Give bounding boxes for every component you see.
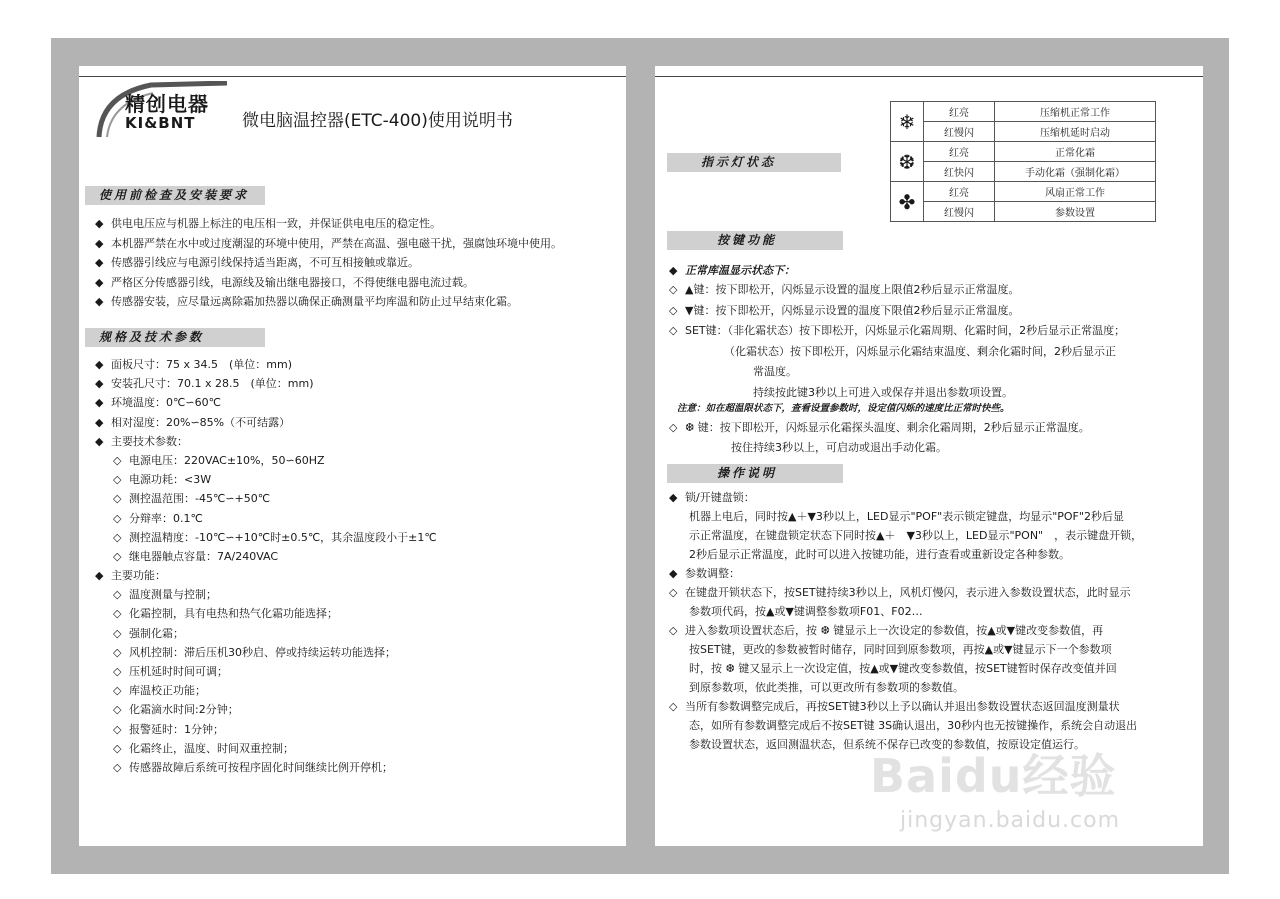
key-heading: ◆ 正常库温显示状态下： (669, 264, 795, 277)
list-item: 报警延时：1分钟； (129, 722, 224, 736)
table-row: 红慢闪 参数设置 (891, 202, 1156, 222)
indicator-table (890, 101, 1156, 222)
section-install-header: 使用前检查及安装要求 (85, 186, 265, 205)
top-rule (655, 76, 1203, 77)
section-operation-header: 操作说明 (667, 464, 843, 483)
list-item: 风机控制：滞后压机30秒启、停或持续运转功能选择； (129, 645, 396, 659)
list-item: 传感器故障后系统可按程序固化时间继续比例开停机； (129, 760, 393, 774)
list-item: 严格区分传感器引线，电源线及输出继电器接口，不得使继电器电流过载。 (111, 275, 474, 289)
defrost-icon: ❆ (891, 142, 924, 182)
spec-list: ◆ 面板尺寸：75 x 34.5 (单位：mm) ◆ 安装孔尺寸：70.1 x 28.5 (单位：mm) ◆ 环境温度：0℃∽60℃ ◆ 相对湿度：20%∽85%（不可结露） ◆ 主要技术参数： ◇ 电源电压：220VAC±10%，50∽60HZ ◇ 电源功耗：<3W ◇ 测控温范围：-45℃∽+50℃ ◇ 分辩率：0.1℃ ◇ 测控温精度：-10℃∽+10℃时±0.5℃，其余温度段小于±1℃ ◇ 继电器触点容量：7A/240VAC ◆ 主要功能： ◇ 温度测量与控制； ◇ 化霜控制，具有电热和热气化霜功能选择； ◇ 强制化霜； ◇ 风机控制：滞后压机30秒启、停或持续运转功能选择； ◇ 压机延时时间可调； ◇ 库温校正功能； ◇ 化霜滴水时间:2分钟； ◇ 报警延时：1分钟； ◇ 化霜终止，温度、时间双重控制； ◇ 传感器故障后系统可按程序固化时间继续比例开停机； (95, 358, 437, 774)
list-item: 温度测量与控制； (129, 588, 217, 602)
list-item: 继电器触点容量：7A/240VAC (129, 549, 279, 563)
list-item: 化霜滴水时间:2分钟； (129, 703, 239, 717)
defrost-key-description: ◇ ❆ 键：按下即松开，闪烁显示化霜探头温度、剩余化霜周期，2秒后显示正常温度。 按住持续3秒以上，可启动或退出手动化霜。 (669, 421, 1090, 454)
list-item: 主要技术参数： (111, 434, 188, 448)
section-keys-header: 按键功能 (667, 231, 843, 250)
list-item: 面板尺寸：75 x 34.5 (单位：mm) (111, 358, 293, 371)
top-rule (79, 76, 626, 77)
table-row: ❆ 红亮 正常化霜 (891, 142, 1156, 162)
up-key-icon: ▲ (685, 283, 694, 296)
list-item: 环境温度：0℃∽60℃ (111, 396, 221, 410)
operation-text: ◆ 锁/开键盘锁： 机器上电后，同时按▲＋▼3秒以上，LED显示"POF"表示锁定键盘，均显示"POF"2秒后显 示正常温度，在键盘锁定状态下同时按▲＋ ▼3秒以上，LED显示"PON" ，表示键盘开锁， 2秒后显示正常温度，此时可以进入按键功能，进行查看或重新设定各种参数。 ◆ 参数调整： ◇ 在键盘开锁状态下，按SET键持续3秒以上，风机灯慢闪，表示进入参数设置状态，此时显示 参数项代码，按▲或▼键调整参数项F01、F02… ◇ 进入参数项设置状态后，按 ❆ 键显示上一次设定的参数值，按▲或▼键改变参数值，再 按SET键，更改的参数被暂时储存，同时回到原参数项，再按▲或▼键显示下一个参数项 时，按 ❆ 键又显示上一次设定值，按▲或▼键改变参数值，按SET键暂时保存改变值并回 到原参数项，依此类推，可以更改所有参数项的参数值。 ◇ 当所有参数调整完成后，再按SET键3秒以上予以确认并退出参数设置状态返回温度测量状 态，如所有参数调整完成后不按SET键 3S确认退出，30秒内也无按键操作，系统会自动退出 参数设置状态，返回测温状态，但系统不保存已改变的参数值，按原设定值运行。 (669, 491, 1143, 751)
defrost-key-icon: ❆ (685, 421, 695, 434)
key-descriptions: ◇ ▲键：按下即松开，闪烁显示设置的温度上限值2秒后显示正常温度。 ◇ ▼键：按下即松开，闪烁显示设置的温度下限值2秒后显示正常温度。 ◇ SET键：（非化霜状态）按下即松开，闪烁显示化霜周期、化霜时间，2秒后显示正常温度； （化霜状态）按下即松开，闪烁显示化霜结束温度、剩余化霜时间，2秒后显示正 常温度。 持续按此键3秒以上可进入或保存并退出参数项设置。 (669, 283, 1126, 399)
note-text: 注意：如在超温限状态下，查看设置参数时，设定值闪烁的速度比正常时快些。 (677, 403, 1010, 414)
watermark-brand: Baidu经验 (870, 749, 1117, 803)
install-list: ◆ 供电电压应与机器上标注的电压相一致，并保证供电电压的稳定性。 ◆ 本机器严禁在水中或过度潮湿的环境中使用，严禁在高温、强电磁干扰，强腐蚀环境中使用。 ◆ 传感器引线应与电源引线保持适当距离，不可互相接触或靠近。 ◆ 严格区分传感器引线，电源线及输出继电器接口，不得使继电器电流过载。 ◆ 传感器安装，应尽量远离除霜加热器以确保正确测量平均库温和防止过早结束化霜。 (95, 217, 562, 308)
list-item: 强制化霜； (129, 626, 184, 640)
right-page (655, 66, 1203, 846)
document-title: 微电脑温控器(ETC-400)使用说明书 (242, 111, 513, 131)
down-key-icon: ▼ (685, 303, 694, 317)
list-item: 传感器引线应与电源引线保持适当距离，不可互相接触或靠近。 (111, 256, 419, 269)
table-row: 红快闪 手动化霜（强制化霜） (891, 162, 1156, 182)
list-item: 相对湿度：20%∽85%（不可结露） (111, 415, 291, 429)
list-item: 分辩率：0.1℃ (129, 511, 203, 525)
list-item: 测控温范围：-45℃∽+50℃ (129, 492, 271, 506)
list-item: 安装孔尺寸：70.1 x 28.5 (单位：mm) (111, 377, 314, 391)
list-item: 电源电压：220VAC±10%，50∽60HZ (129, 453, 325, 467)
table-row: 红慢闪 压缩机延时启动 (891, 122, 1156, 142)
fan-icon: ✤ (891, 182, 924, 222)
watermark-url: jingyan.baidu.com (900, 808, 1121, 833)
list-item: 传感器安装，应尽量远离除霜加热器以确保正确测量平均库温和防止过早结束化霜。 (111, 295, 518, 308)
list-item: 化霜终止，温度、时间双重控制； (129, 741, 294, 755)
list-item: 测控温精度：-10℃∽+10℃时±0.5℃，其余温度段小于±1℃ (129, 530, 437, 544)
list-item: 主要功能： (111, 569, 166, 583)
logo-english: KI&BNT (125, 114, 196, 132)
table-row: ❄ 红亮 压缩机正常工作 (891, 102, 1156, 122)
list-item: 电源功耗：<3W (129, 473, 212, 487)
logo-chinese: 精创电器 (125, 92, 209, 116)
left-page (79, 66, 626, 846)
section-indicator-header: 指示灯状态 (667, 153, 841, 172)
compressor-snowflake-icon: ❄ (891, 102, 924, 142)
table-row: ✤ 红亮 风扇正常工作 (891, 182, 1156, 202)
list-item: 化霜控制，具有电热和热气化霜功能选择； (129, 607, 338, 621)
list-item: 库温校正功能； (129, 684, 206, 698)
list-item: 本机器严禁在水中或过度潮湿的环境中使用，严禁在高温、强电磁干扰，强腐蚀环境中使用。 (111, 236, 562, 250)
list-item: 压机延时时间可调； (129, 665, 228, 678)
section-spec-header: 规格及技术参数 (85, 328, 265, 347)
list-item: 供电电压应与机器上标注的电压相一致，并保证供电电压的稳定性。 (111, 217, 441, 230)
